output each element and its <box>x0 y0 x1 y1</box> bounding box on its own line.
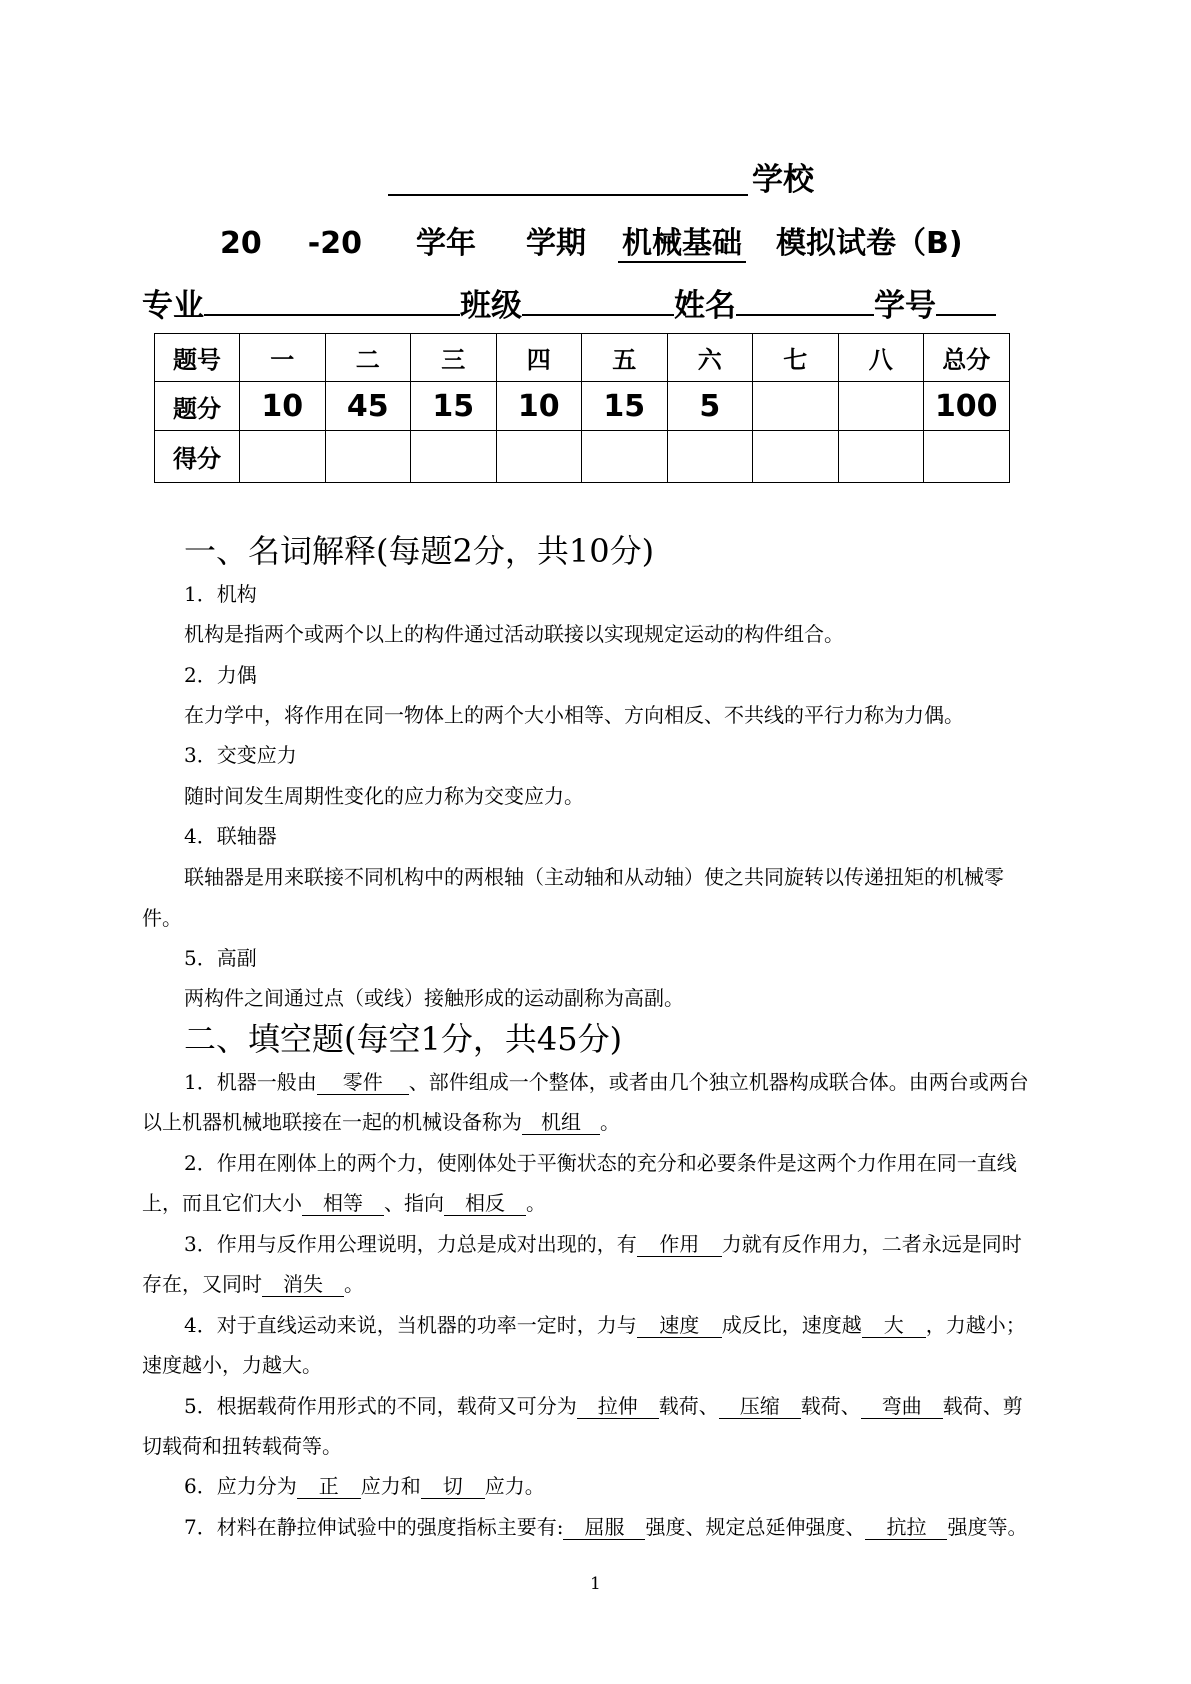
student-info-row <box>142 280 996 325</box>
points-cell: 10 <box>240 382 326 431</box>
score-table <box>154 333 1010 483</box>
answer-blank: 相等 <box>302 1191 384 1216</box>
points-cell: 45 <box>325 382 411 431</box>
score-cell <box>240 431 326 483</box>
points-cell <box>753 382 839 431</box>
term-label: 学期 <box>525 226 586 261</box>
school-label: 学校 <box>752 162 814 198</box>
question-4: 4．对于直线运动来说，当机器的功率一定时，力与 速度 成反比，速度越 大 ，力越小； <box>184 1313 1026 1337</box>
column-header: 六 <box>667 334 753 382</box>
points-cell: 100 <box>924 382 1010 431</box>
term-title: 3．交变应力 <box>184 743 297 767</box>
column-header: 一 <box>240 334 326 382</box>
term-definition: 机构是指两个或两个以上的构件通过活动联接以实现规定运动的构件组合。 <box>184 622 844 646</box>
table-row <box>155 431 1010 483</box>
table-row <box>155 334 1010 382</box>
score-cell <box>753 431 839 483</box>
row-label: 题号 <box>155 334 240 382</box>
column-header: 二 <box>325 334 411 382</box>
score-cell <box>924 431 1010 483</box>
score-cell <box>582 431 668 483</box>
score-cell <box>496 431 582 483</box>
term-definition: 随时间发生周期性变化的应力称为交变应力。 <box>184 784 584 808</box>
points-cell <box>838 382 924 431</box>
column-header: 总分 <box>924 334 1010 382</box>
answer-blank: 大 <box>862 1313 926 1338</box>
question-6: 6．应力分为 正 应力和 切 应力。 <box>184 1474 545 1498</box>
section-title: 一、名词解释(每题2分，共10分) <box>184 532 655 570</box>
exam-title-row <box>220 218 963 262</box>
column-header: 五 <box>582 334 668 382</box>
answer-blank: 正 <box>297 1474 361 1499</box>
question-4-cont: 速度越小，力越大。 <box>142 1353 322 1377</box>
school-name-blank <box>388 158 748 196</box>
answer-blank: 消失 <box>262 1272 344 1297</box>
question-2: 2．作用在刚体上的两个力，使刚体处于平衡状态的充分和必要条件是这两个力作用在同一直线 <box>184 1151 1017 1175</box>
table-row <box>155 382 1010 431</box>
name-label: 姓名 <box>674 288 736 324</box>
points-cell: 10 <box>496 382 582 431</box>
major-label: 专业 <box>142 288 204 324</box>
answer-blank: 抗拉 <box>865 1515 947 1540</box>
question-2-cont: 上，而且它们大小 相等 、指向 相反 。 <box>142 1191 546 1215</box>
column-header: 四 <box>496 334 582 382</box>
score-cell <box>325 431 411 483</box>
points-cell: 15 <box>411 382 497 431</box>
question-7: 7．材料在静拉伸试验中的强度指标主要有: 屈服 强度、规定总延伸强度、 抗拉 强度等。 <box>184 1515 1028 1539</box>
course-name: 机械基础 <box>618 226 746 263</box>
section-title: 二、填空题(每空1分，共45分) <box>184 1020 623 1058</box>
year-label: 学年 <box>415 226 476 261</box>
score-cell <box>667 431 753 483</box>
term-title: 1．机构 <box>184 582 257 606</box>
column-header: 七 <box>753 334 839 382</box>
term-definition: 两构件之间通过点（或线）接触形成的运动副称为高副。 <box>184 986 684 1010</box>
term-definition: 在力学中，将作用在同一物体上的两个大小相等、方向相反、不共线的平行力称为力偶。 <box>184 703 964 727</box>
class-label: 班级 <box>460 288 522 324</box>
id-field <box>936 286 996 316</box>
exam-title: 模拟试卷（B) <box>775 226 963 261</box>
page-number: 1 <box>590 1574 601 1594</box>
score-cell <box>838 431 924 483</box>
points-cell: 15 <box>582 382 668 431</box>
question-3-cont: 存在，又同时 消失 。 <box>142 1272 364 1296</box>
question-3: 3．作用与反作用公理说明，力总是成对出现的，有 作用 力就有反作用力，二者永远是同时 <box>184 1232 1022 1256</box>
points-cell: 5 <box>667 382 753 431</box>
question-5: 5．根据载荷作用形式的不同，载荷又可分为 拉伸 载荷、 压缩 载荷、 弯曲 载荷、剪 <box>184 1394 1023 1418</box>
answer-blank: 切 <box>421 1474 485 1499</box>
year-end: -20 <box>307 226 362 261</box>
term-title: 5．高副 <box>184 946 257 970</box>
id-label: 学号 <box>874 288 936 324</box>
question-5-cont: 切载荷和扭转载荷等。 <box>142 1434 342 1458</box>
term-title: 4．联轴器 <box>184 824 277 848</box>
answer-blank: 相反 <box>444 1191 526 1216</box>
answer-blank: 速度 <box>637 1313 722 1338</box>
column-header: 八 <box>838 334 924 382</box>
row-label: 题分 <box>155 382 240 431</box>
year-start: 20 <box>220 226 262 261</box>
answer-blank: 屈服 <box>563 1515 645 1540</box>
term-title: 2．力偶 <box>184 663 257 687</box>
answer-blank: 零件 <box>317 1070 409 1095</box>
column-header: 三 <box>411 334 497 382</box>
question-1-cont: 以上机器机械地联接在一起的机械设备称为 机组 。 <box>142 1110 620 1134</box>
answer-blank: 压缩 <box>719 1394 801 1419</box>
row-label: 得分 <box>155 431 240 483</box>
question-1: 1．机器一般由 零件 、部件组成一个整体，或者由几个独立机器构成联合体。由两台或两台 <box>184 1070 1029 1094</box>
score-cell <box>411 431 497 483</box>
answer-blank: 弯曲 <box>861 1394 943 1419</box>
answer-blank: 机组 <box>522 1110 600 1135</box>
class-field <box>522 286 674 316</box>
answer-blank: 作用 <box>637 1232 722 1257</box>
major-field <box>204 286 460 316</box>
name-field <box>736 286 874 316</box>
term-definition-continued: 件。 <box>142 906 182 930</box>
answer-blank: 拉伸 <box>577 1394 659 1419</box>
term-definition: 联轴器是用来联接不同机构中的两根轴（主动轴和从动轴）使之共同旋转以传递扭矩的机械零 <box>184 865 1004 889</box>
